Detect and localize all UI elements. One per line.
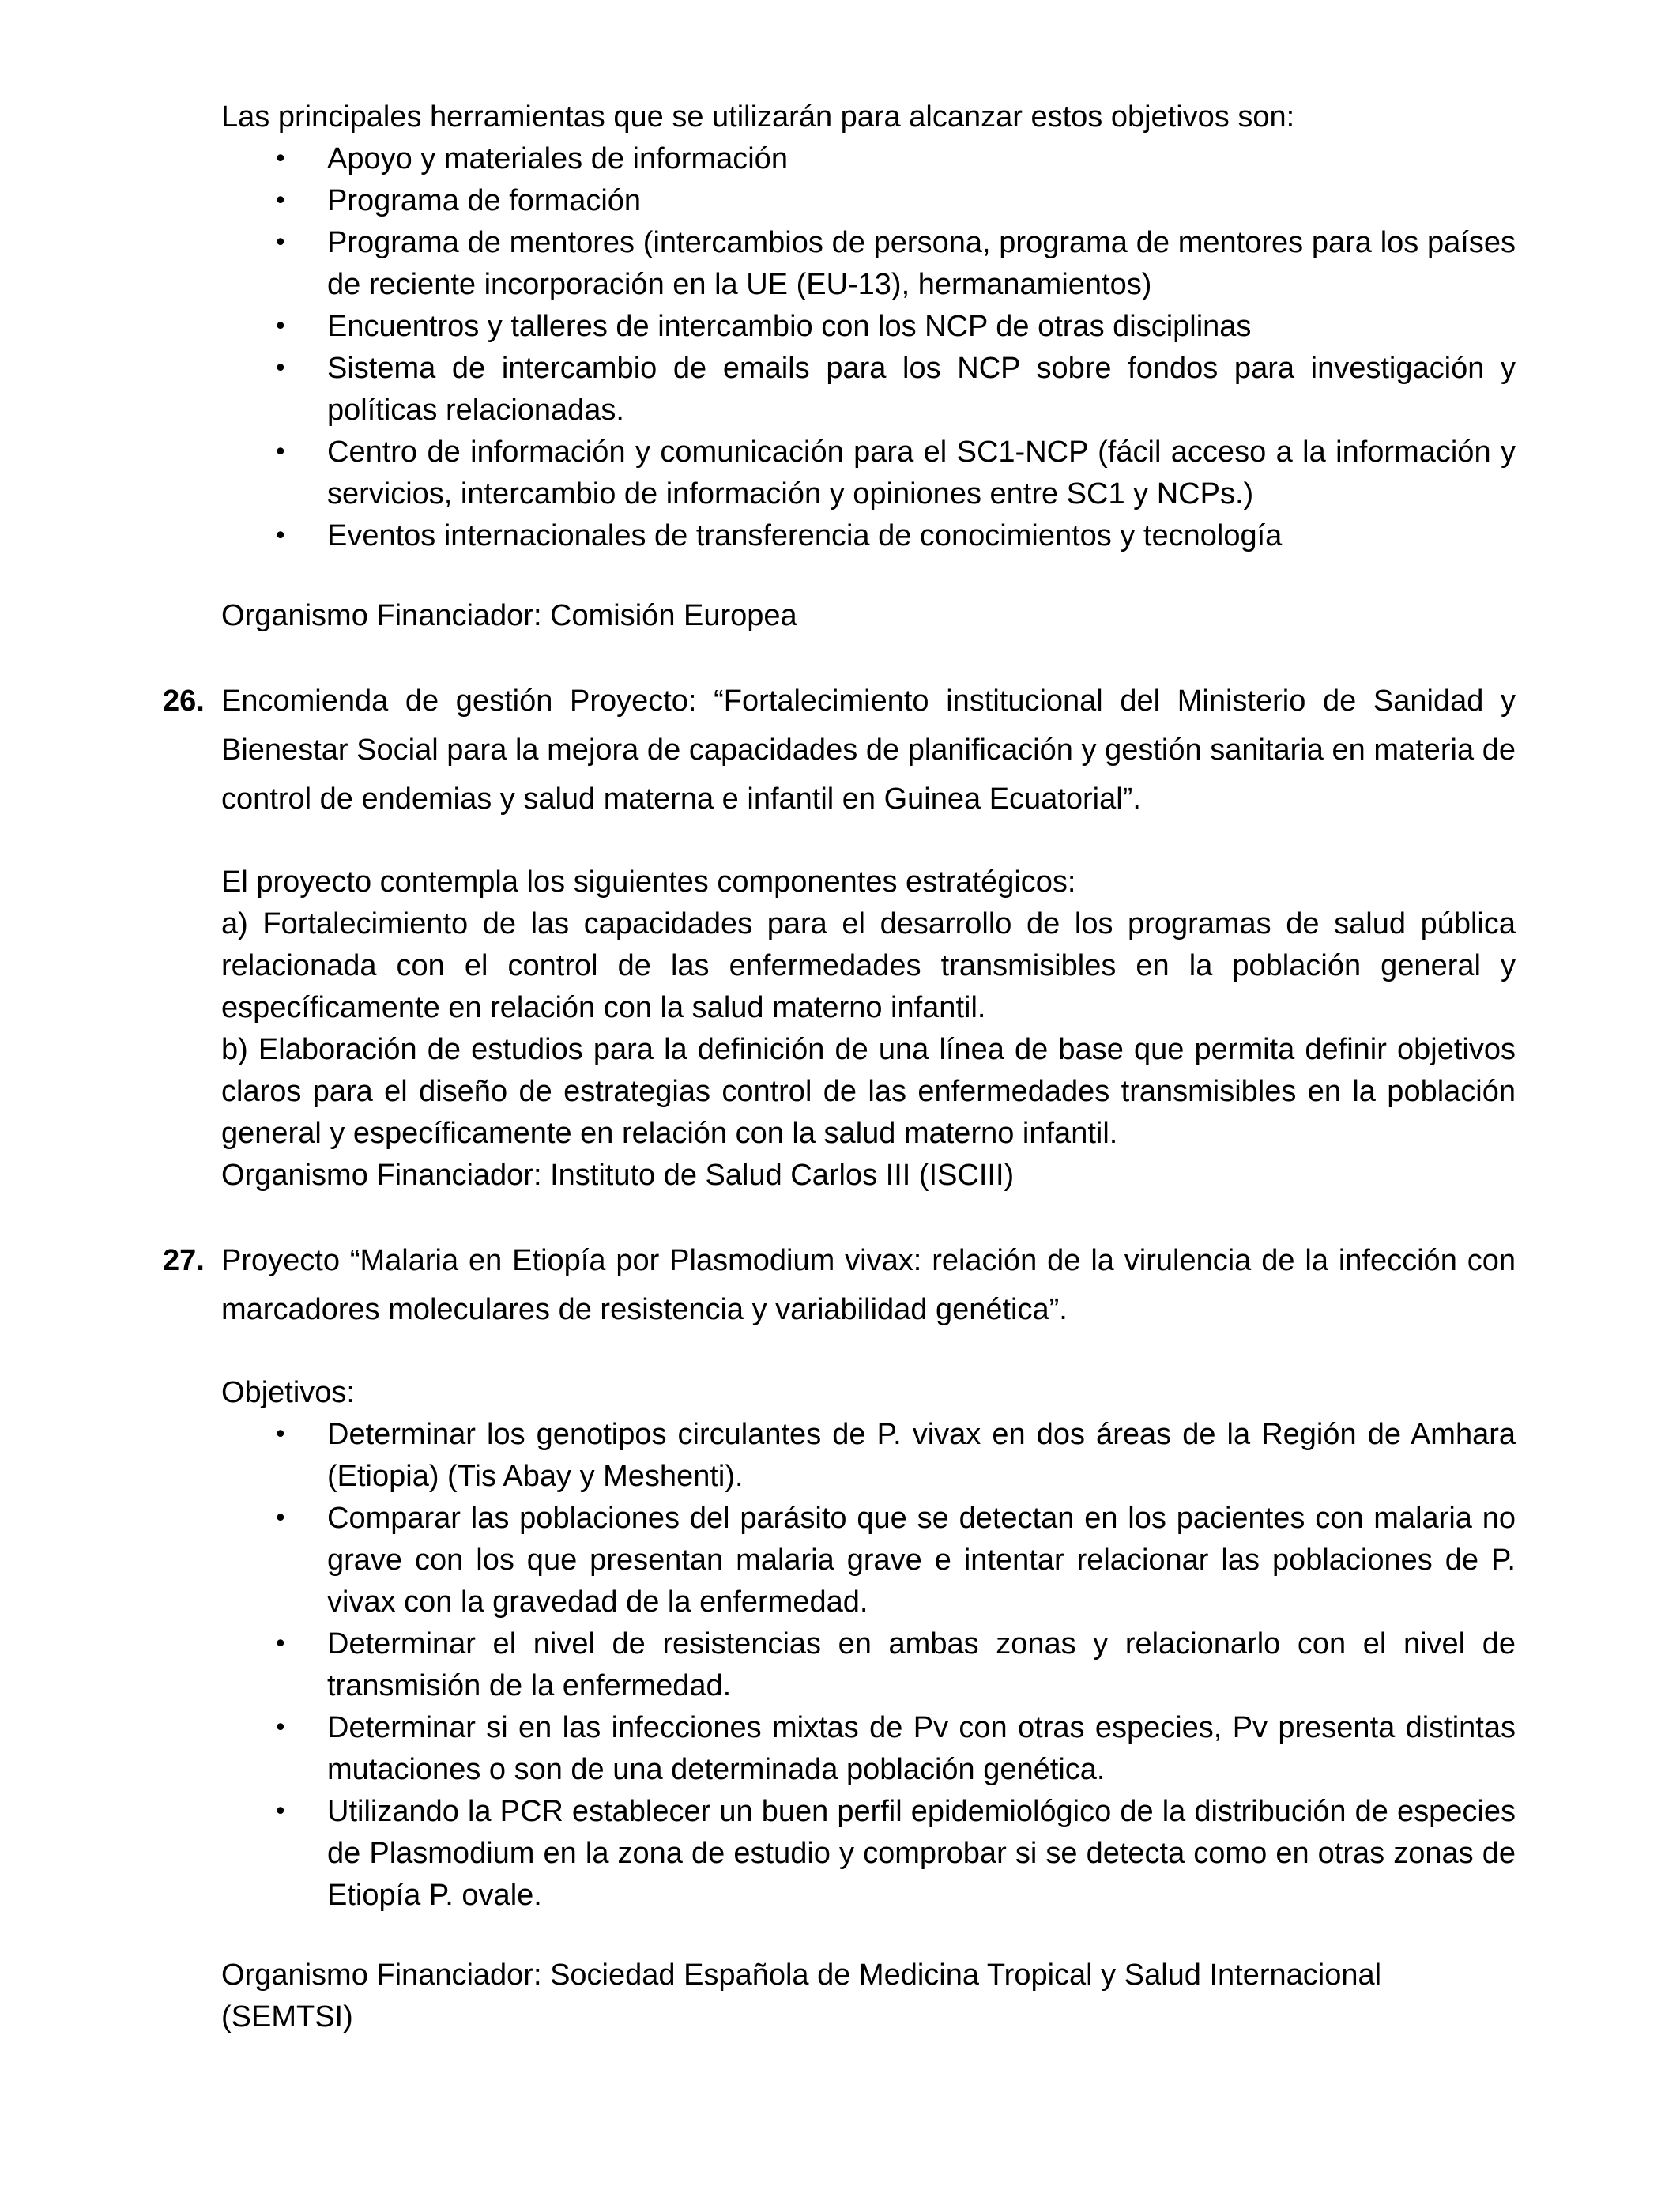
item-27-number: 27. [163, 1244, 205, 1277]
item-27-funder: Organismo Financiador: Sociedad Española de Medicina Tropical y Salud Internacional (SEMTSI) [221, 1958, 1382, 2034]
intro-funder: Organismo Financiador: Comisión Europea [221, 599, 797, 632]
item-27-title: Proyecto “Malaria en Etiopía por Plasmodium vivax: relación de la virulencia de la infección con marcadores moleculares de resistencia y variabilidad genética”. [221, 1244, 1516, 1326]
page-content [163, 96, 1516, 2038]
item-27-objectives-label: Objetivos: [221, 1376, 355, 1409]
list-item: • Comparar las poblaciones del parásito que se detectan en los pacientes con malaria no grave con los que presentan malaria grave e intentar relacionar las poblaciones de P. vivax con la gravedad de la enfermedad. [221, 1498, 1516, 1623]
intro-bullet-list [221, 138, 1516, 557]
list-item: • Determinar los genotipos circulantes de P. vivax en dos áreas de la Región de Amhara (Etiopia) (Tis Abay y Meshenti). [221, 1414, 1516, 1498]
list-item: • Centro de información y comunicación para el SC1-NCP (fácil acceso a la información y servicios, intercambio de información y opiniones entre SC1 y NCPs.) [221, 432, 1516, 515]
item-26 [163, 677, 1516, 824]
item-27 [163, 1236, 1516, 1334]
list-item: • Determinar si en las infecciones mixtas de Pv con otras especies, Pv presenta distintas mutaciones o son de una determinada población genética. [221, 1707, 1516, 1791]
list-item: • Encuentros y talleres de intercambio con los NCP de otras disciplinas [221, 306, 1516, 348]
list-item: • Apoyo y materiales de información [221, 138, 1516, 180]
intro-text: Las principales herramientas que se utilizarán para alcanzar estos objetivos son: [221, 100, 1295, 134]
item-26-lead: El proyecto contempla los siguientes componentes estratégicos: [221, 865, 1076, 899]
list-item: • Determinar el nivel de resistencias en ambas zonas y relacionarlo con el nivel de transmisión de la enfermedad. [221, 1623, 1516, 1707]
item-27-objectives-list [221, 1414, 1516, 1917]
list-item: • Utilizando la PCR establecer un buen perfil epidemiológico de la distribución de especies de Plasmodium en la zona de estudio y comprobar si se detecta como en otras zonas de Etiopía P. ovale. [221, 1791, 1516, 1917]
item-26-title: Encomienda de gestión Proyecto: “Fortalecimiento institucional del Ministerio de Sanidad y Bienestar Social para la mejora de capacidades de planificación y gestión sanitaria en materia de control de endemias y salud materna e infantil en Guinea Ecuatorial”. [221, 684, 1516, 816]
list-item: • Programa de mentores (intercambios de persona, programa de mentores para los países de reciente incorporación en la UE (EU-13), hermanamientos) [221, 222, 1516, 306]
list-item: • Eventos internacionales de transferencia de conocimientos y tecnología [221, 515, 1516, 557]
list-item: • Programa de formación [221, 180, 1516, 222]
list-item: • Sistema de intercambio de emails para los NCP sobre fondos para investigación y políticas relacionadas. [221, 348, 1516, 432]
item-26-component-b: b) Elaboración de estudios para la definición de una línea de base que permita definir objetivos claros para el diseño de estrategias control de las enfermedades transmisibles en la población general y específicamente en relación con la salud materno infantil. [221, 1033, 1516, 1150]
item-26-funder: Organismo Financiador: Instituto de Salud Carlos III (ISCIII) [221, 1159, 1015, 1192]
item-26-component-a: a) Fortalecimiento de las capacidades para el desarrollo de los programas de salud pública relacionada con el control de las enfermedades transmisibles en la población general y específicamente en relación con la salud materno infantil. [221, 907, 1516, 1024]
item-26-number: 26. [163, 684, 205, 718]
